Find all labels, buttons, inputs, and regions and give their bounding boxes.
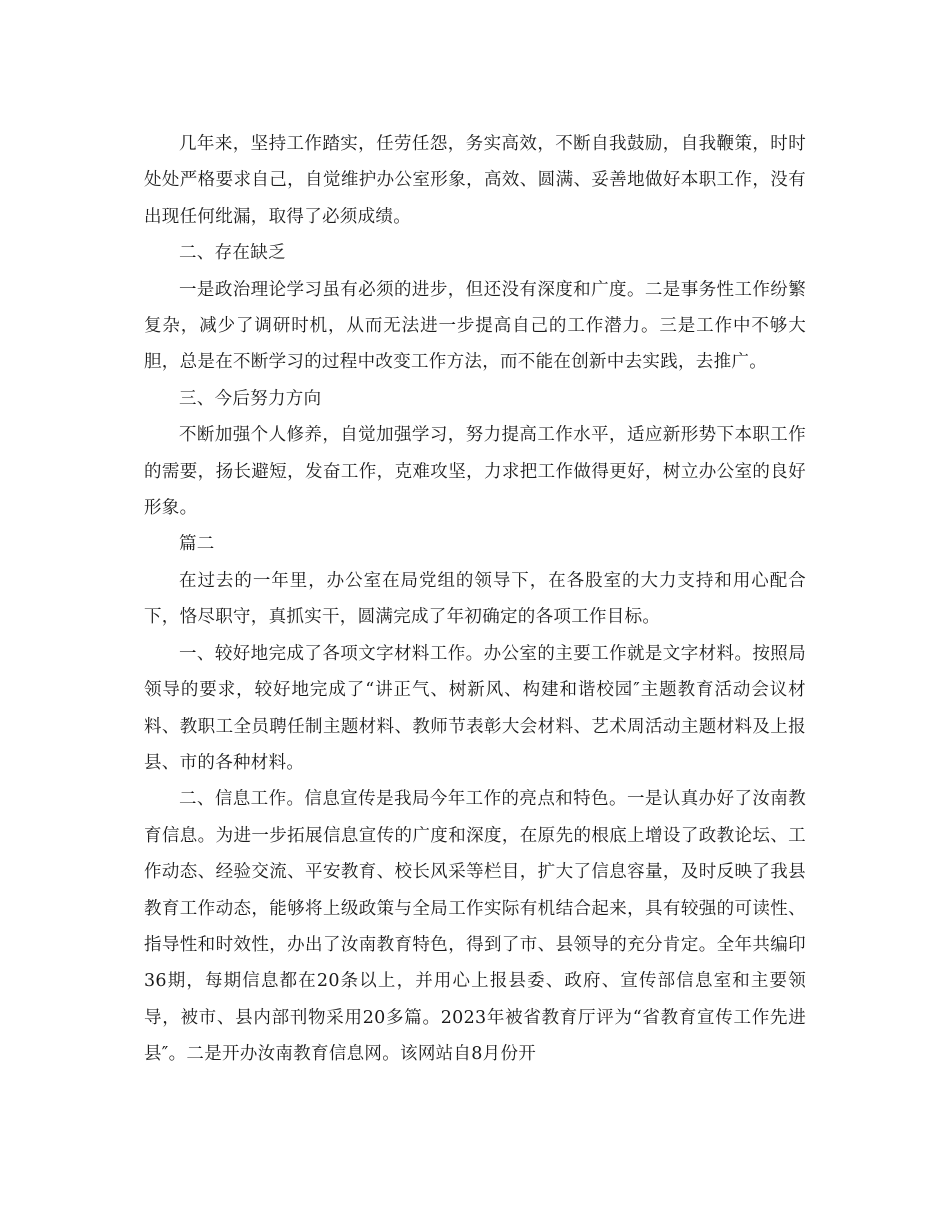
paragraph-summary: 几年来，坚持工作踏实，任劳任怨，务实高效，不断自我鼓励，自我鞭策，时时处处严格要求自己，自觉维护办公室形象，高效、圆满、妥善地做好本职工作，没有出现任何纰漏，取得了必须成绩。 [144,134,806,227]
document-page [144,126,806,1073]
paragraph-text-materials: 一、较好地完成了各项文字材料工作。办公室的主要工作就是文字材料。按照局领导的要求，较好地完成了“讲正气、树新风、构建和谐校园″主题教育活动会议材料、教职工全员聘任制主题材料、教师节表彰大会材料、艺术周活动主题材料及上报县、市的各种材料。 [144,643,806,773]
heading-part-two: 篇二 [179,534,215,555]
heading-shortcomings: 二、存在缺乏 [179,243,286,264]
paragraph-intro-part-two: 在过去的一年里，办公室在局党组的领导下，在各股室的大力支持和用心配合下，恪尽职守，真抓实干，圆满完成了年初确定的各项工作目标。 [144,570,806,628]
paragraph-shortcomings: 一是政治理论学习虽有必须的进步，但还没有深度和广度。二是事务性工作纷繁复杂，减少了调研时机，从而无法进一步提高自己的工作潜力。三是工作中不够大胆，总是在不断学习的过程中改变工作方法，而不能在创新中去实践，去推广。 [144,279,806,373]
heading-future-direction: 三、今后努力方向 [179,388,322,409]
paragraph-information-work: 二、信息工作。信息宣传是我局今年工作的亮点和特色。一是认真办好了汝南教育信息。为进一步拓展信息宣传的广度和深度，在原先的根底上增设了政教论坛、工作动态、经验交流、平安教育、校长风采等栏目，扩大了信息容量，及时反映了我县教育工作动态，能够将上级政策与全局工作实际有机结合起来，具有较强的可读性、指导性和时效性，办出了汝南教育特色，得到了市、县领导的充分肯定。全年共编印36期，每期信息都在20条以上，并用心上报县委、政府、宣传部信息室和主要领导，被市、县内部刊物采用20多篇。2023年被省教育厅评为“省教育宣传工作先进县″。二是开办汝南教育信息网。该网站自8月份开 [144,789,806,1065]
paragraph-future-direction: 不断加强个人修养，自觉加强学习，努力提高工作水平，适应新形势下本职工作的需要，扬长避短，发奋工作，克难攻坚，力求把工作做得更好，树立办公室的良好形象。 [144,425,806,519]
